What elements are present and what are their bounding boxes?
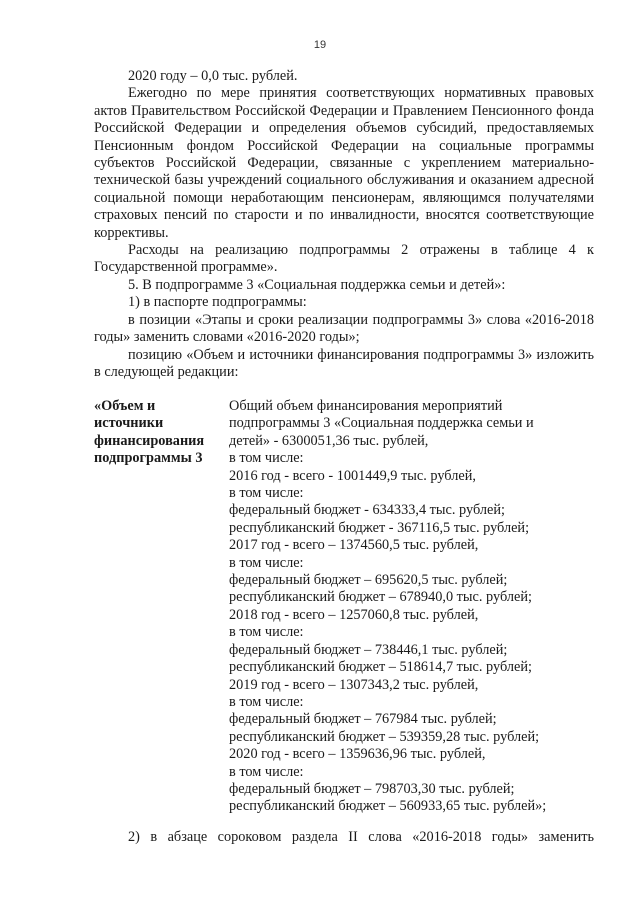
page-number: 19: [313, 39, 327, 51]
passport-content-line: 2017 год - всего – 1374560,5 тыс. рублей,: [229, 537, 479, 554]
passport-content-line: 2019 год - всего – 1307343,2 тыс. рублей,: [229, 676, 479, 693]
passport-content-line: республиканский бюджет – 678940,0 тыс. рублей;: [229, 589, 532, 606]
passport-content-line: 2020 год - всего – 1359636,96 тыс. рублей,: [229, 746, 486, 763]
passport-content: [229, 398, 594, 816]
passport-label: [94, 398, 224, 468]
paragraph-7: позицию «Объем и источники финансирования подпрограммы 3» изложить в следующей редакции:: [94, 346, 594, 380]
passport-content-line: федеральный бюджет - 634333,4 тыс. рублей;: [229, 502, 505, 519]
passport-content-line: в том числе:: [229, 554, 304, 571]
passport-content-line: в том числе:: [229, 693, 304, 710]
passport-content-line: 2018 год - всего – 1257060,8 тыс. рублей,: [229, 606, 479, 623]
passport-content-line: республиканский бюджет – 560933,65 тыс. рублей»;: [229, 798, 547, 815]
passport-label-line: подпрограммы 3: [94, 450, 203, 467]
paragraph-2: Ежегодно по мере принятия соответствующих нормативных правовых актов Правительством Российской Федерации и Правлением Пенсионного фонда Российской Федерации и определения объемов субсидий, предоставляемых Пенсионным фондом Российской Федерации на социальные программы субъектов Российской Федерации, связанные с укреплением материально-технической базы учреждений социального обслуживания и оказанием адресной социальной помощи неработающим пенсионерам, являющимся получателями страховых пенсий по старости и по инвалидности, вносятся соответствующие коррективы.: [94, 85, 594, 241]
paragraph-4: 5. В подпрограмме 3 «Социальная поддержка семьи и детей»:: [128, 276, 506, 293]
passport-content-line: в том числе:: [229, 485, 304, 502]
paragraph-3: Расходы на реализацию подпрограммы 2 отражены в таблице 4 к Государственной программе».: [94, 242, 594, 276]
passport-content-line: подпрограммы 3 «Социальная поддержка семьи и: [229, 415, 534, 432]
passport-label-line: «Объем и: [94, 398, 156, 414]
passport-label-line: источники: [94, 415, 164, 432]
passport-content-line: в том числе:: [229, 763, 304, 780]
passport-content-line: федеральный бюджет – 767984 тыс. рублей;: [229, 711, 497, 728]
passport-content-line: 2016 год - всего - 1001449,9 тыс. рублей,: [229, 467, 476, 484]
passport-content-line: в том числе:: [229, 624, 304, 641]
paragraph-6: в позиции «Этапы и сроки реализации подпрограммы 3» слова «2016-2018 годы» заменить словами «2016-2020 годы»;: [94, 311, 594, 346]
passport-content-line: федеральный бюджет – 695620,5 тыс. рублей;: [229, 572, 508, 589]
passport-content-line: Общий объем финансирования мероприятий: [229, 398, 503, 414]
paragraph-5: 1) в паспорте подпрограммы:: [128, 294, 307, 311]
passport-content-line: детей» - 6300051,36 тыс. рублей,: [229, 432, 429, 449]
passport-content-line: республиканский бюджет – 539359,28 тыс. рублей;: [229, 728, 540, 745]
paragraph-1: 2020 году – 0,0 тыс. рублей.: [128, 68, 298, 84]
passport-content-line: республиканский бюджет – 518614,7 тыс. рублей;: [229, 659, 532, 676]
document-body: [94, 68, 594, 381]
passport-content-line: федеральный бюджет – 798703,30 тыс. рублей;: [229, 780, 515, 797]
closing-line: 2) в абзаце сороковом раздела II слова «2016-2018 годы» заменить: [128, 829, 594, 845]
passport-content-line: федеральный бюджет – 738446,1 тыс. рублей;: [229, 641, 508, 658]
passport-content-line: в том числе:: [229, 450, 304, 467]
passport-label-line: финансирования: [94, 432, 205, 449]
passport-content-line: республиканский бюджет - 367116,5 тыс. рублей;: [229, 519, 530, 536]
